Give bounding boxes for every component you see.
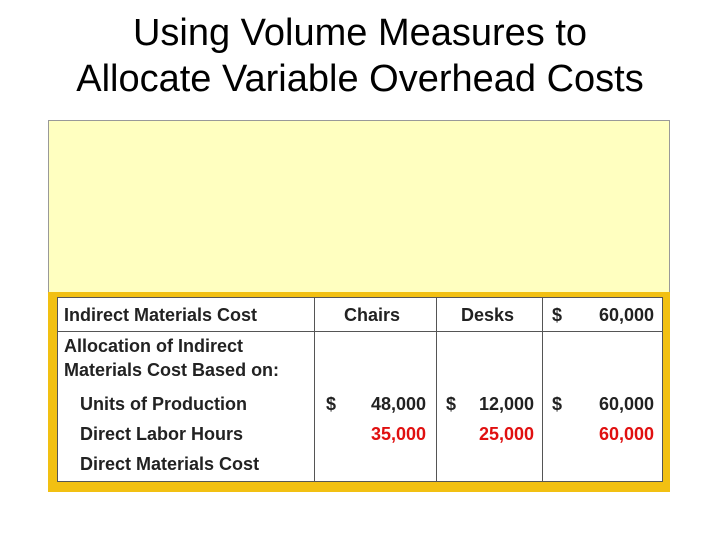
slide-title xyxy=(0,10,720,102)
column-divider xyxy=(314,298,315,481)
section-label-line-2: Materials Cost Based on: xyxy=(64,360,280,380)
allocation-table xyxy=(57,297,663,482)
row-units-chairs-symbol: $ xyxy=(326,394,337,414)
column-divider xyxy=(436,298,437,481)
header-total-symbol: $ xyxy=(552,305,563,325)
row-labor-chairs: 35,000 xyxy=(370,424,426,444)
header-label: Indirect Materials Cost xyxy=(64,305,258,325)
row-units-chairs: 48,000 xyxy=(370,394,426,414)
row-label-units: Units of Production xyxy=(80,394,247,414)
header-divider xyxy=(58,331,662,332)
row-label-labor: Direct Labor Hours xyxy=(80,424,244,444)
column-divider xyxy=(542,298,543,481)
row-units-desks: 12,000 xyxy=(478,394,534,414)
section-label-line-1: Allocation of Indirect xyxy=(64,336,244,356)
row-units-desks-symbol: $ xyxy=(446,394,457,414)
row-labor-desks: 25,000 xyxy=(478,424,534,444)
title-line-2: Allocate Variable Overhead Costs xyxy=(76,58,644,100)
header-chairs: Chairs xyxy=(344,305,401,325)
row-units-total: 60,000 xyxy=(598,394,654,414)
row-labor-total: 60,000 xyxy=(598,424,654,444)
row-units-total-symbol: $ xyxy=(552,394,563,414)
header-total-value: 60,000 xyxy=(598,305,654,325)
row-label-materials: Direct Materials Cost xyxy=(80,454,260,474)
header-desks: Desks xyxy=(461,305,515,325)
title-line-1: Using Volume Measures to xyxy=(132,12,588,54)
